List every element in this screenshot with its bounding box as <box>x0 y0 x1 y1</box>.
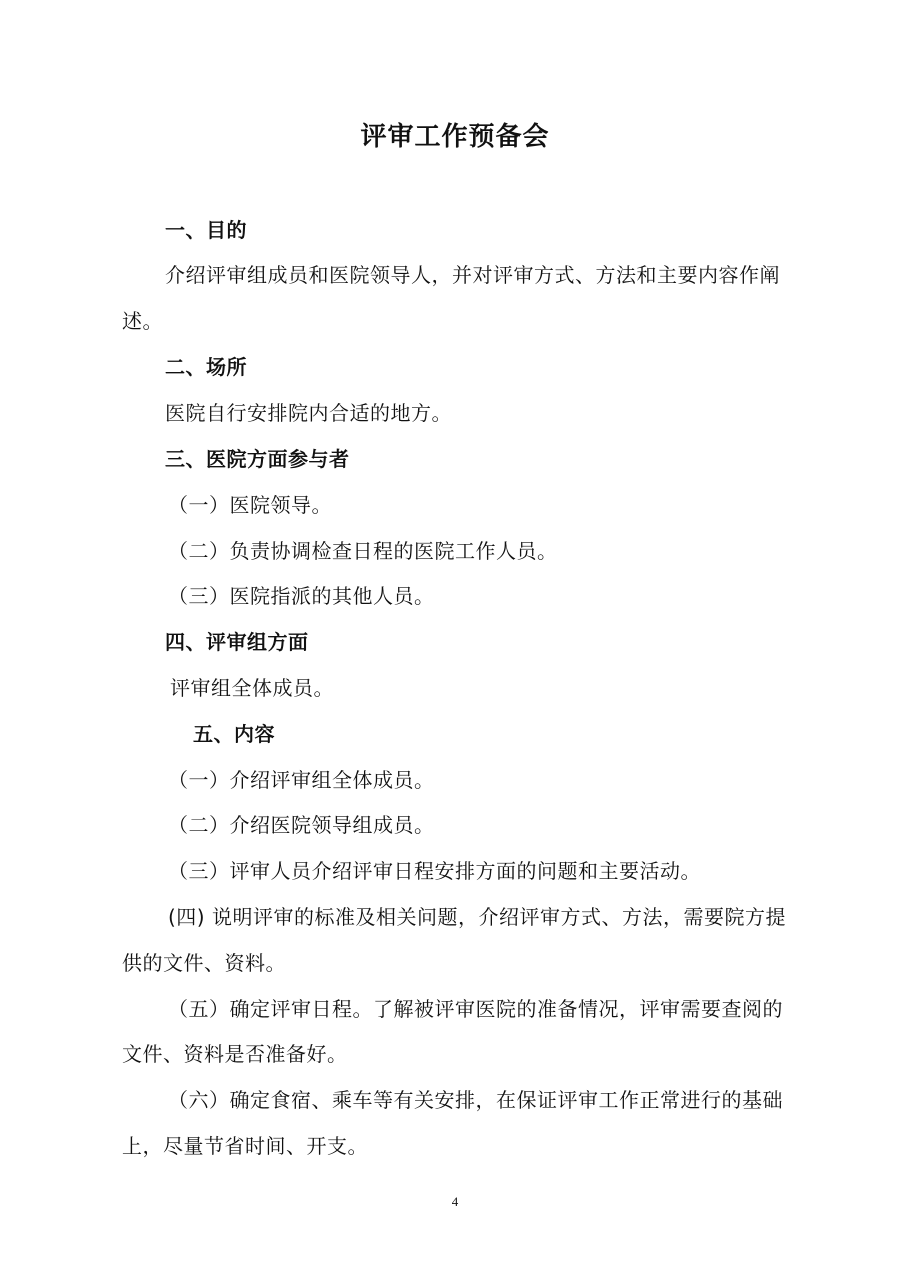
section-heading-review-team: 四、评审组方面 <box>165 630 309 654</box>
hospital-participant-item: （二）负责协调检查日程的医院工作人员。 <box>168 539 558 563</box>
content-item-continuation: 供的文件、资料。 <box>122 951 286 975</box>
review-team-line-1: 评审组全体成员。 <box>170 676 334 700</box>
content-item: （六）确定食宿、乘车等有关安排，在保证评审工作正常进行的基础 <box>168 1088 783 1112</box>
section-heading-purpose: 一、目的 <box>165 218 247 242</box>
content-item: （二）介绍医院领导组成员。 <box>168 813 435 837</box>
content-item: （五）确定评审日程。了解被评审医院的准备情况，评审需要查阅的 <box>168 997 783 1021</box>
section-heading-venue: 二、场所 <box>165 355 247 379</box>
hospital-participant-item: （三）医院指派的其他人员。 <box>168 584 435 608</box>
content-item: (四) 说明评审的标准及相关问题，介绍评审方式、方法，需要院方提 <box>168 905 786 929</box>
page-title: 评审工作预备会 <box>360 122 550 152</box>
purpose-line-2: 述。 <box>122 309 163 333</box>
section-heading-content: 五、内容 <box>193 722 275 746</box>
content-item-continuation: 文件、资料是否准备好。 <box>122 1042 348 1066</box>
content-item-continuation: 上，尽量节省时间、开支。 <box>122 1134 368 1158</box>
page-number: 4 <box>451 1194 459 1209</box>
hospital-participant-item: （一）医院领导。 <box>168 493 332 517</box>
content-item: （三）评审人员介绍评审日程安排方面的问题和主要活动。 <box>168 859 701 883</box>
section-heading-hospital-participants: 三、医院方面参与者 <box>165 447 350 471</box>
purpose-line-1: 介绍评审组成员和医院领导人，并对评审方式、方法和主要内容作阐 <box>165 263 780 287</box>
content-item: （一）介绍评审组全体成员。 <box>168 768 435 792</box>
venue-line-1: 医院自行安排院内合适的地方。 <box>165 401 452 425</box>
